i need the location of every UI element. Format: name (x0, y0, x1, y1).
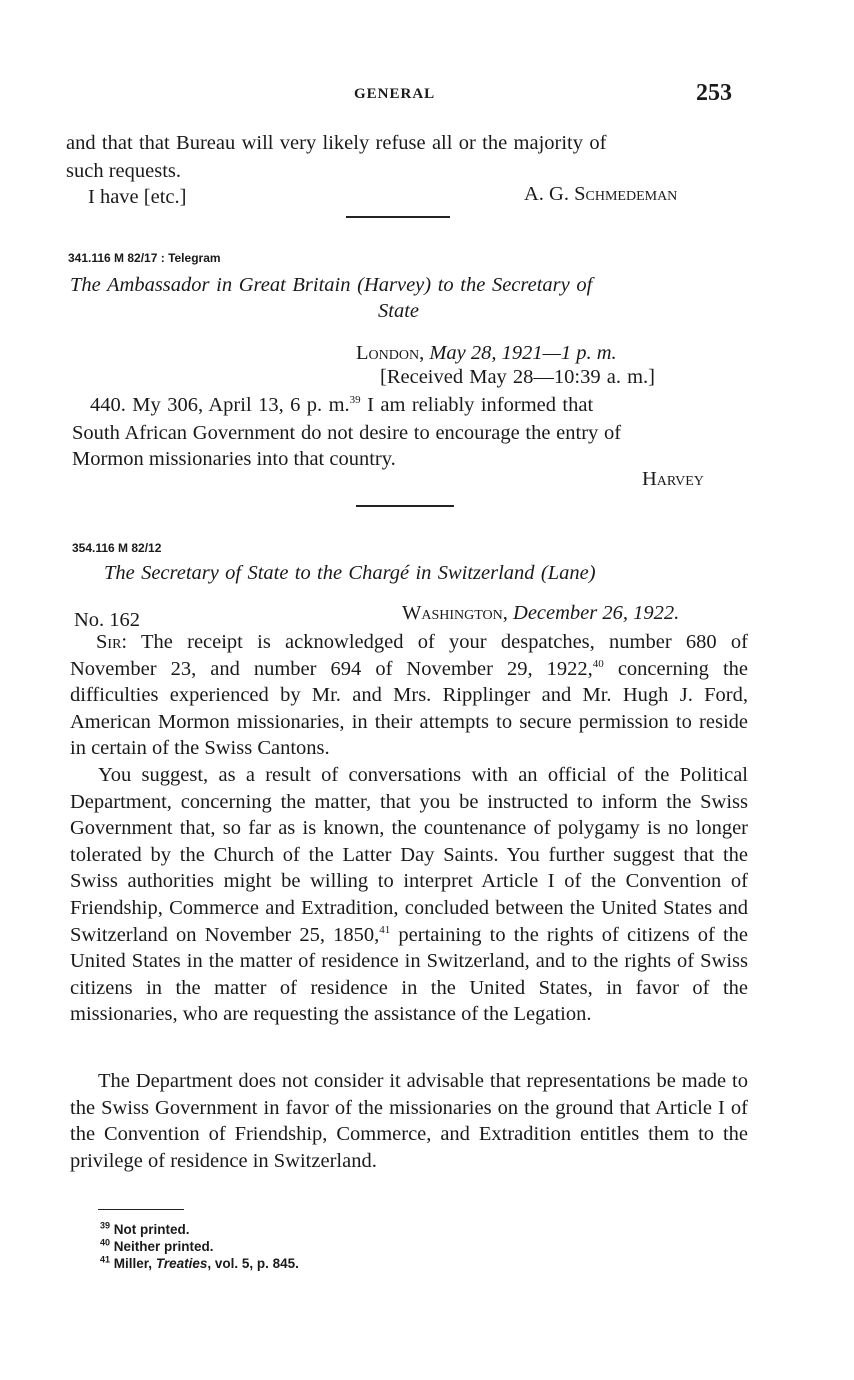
signature-harvey: Harvey (642, 468, 704, 490)
footnote-text-39: Not printed. (113, 1222, 190, 1237)
footnote-text-41-b: , vol. 5, p. 845. (207, 1256, 299, 1271)
footnote-40 (100, 1239, 214, 1256)
telegram-line-1 (90, 392, 593, 419)
footnote-mark-41: 41 (100, 1254, 111, 1265)
footnote-ref-41: 41 (379, 923, 391, 936)
paragraph-2-part-a: You suggest, as a result of conversations with an official of the Political Department, concerning the matter, that you be instructed to inform the Swiss Government that, so far as is known, the countenance of polygamy is no longer tolerated by the Church of the Latter Day Saints. You further suggest that the Swiss authorities might be willing to interpret Article I of the Convention of Friendship, Commerce and Extradition, concluded between the United States and Switzerland on November 25, 1850, (70, 764, 748, 946)
footnote-39 (100, 1222, 190, 1239)
file-number-switzerland: 354.116 M 82/12 (72, 541, 162, 555)
footnote-41 (100, 1256, 299, 1273)
date-washington: December 26, 1922. (513, 602, 680, 624)
footnote-mark-39: 39 (100, 1220, 111, 1231)
footnote-mark-40: 40 (100, 1237, 111, 1248)
telegram-line-1-start: 440. My 306, April 13, 6 p. m. (90, 394, 350, 416)
place-washington: Washington, (402, 602, 508, 624)
document-number: No. 162 (74, 609, 141, 631)
date-london: May 28, 1921—1 p. m. (429, 342, 617, 364)
footnote-ref-40: 40 (592, 657, 604, 670)
paragraph-1-part-a: The receipt is acknowledged of your despatches, number 680 of November 23, and number 694 of November 29, 1922, (70, 631, 748, 680)
received-note: [Received May 28—10:39 a. m.] (380, 366, 655, 388)
paragraph-2-part-b: pertaining to the rights of citizens of the United States in the matter of residence in Switzerland, and to the rights of Swiss citizens in the matter of residence in the United States, in favor of the missionaries, who are requesting the assistance of the Legation. (70, 923, 748, 1026)
telegram-line-1-end: I am reliably informed that (360, 394, 594, 416)
footnote-text-41-a: Miller, (113, 1256, 156, 1271)
document-title-harvey-line-1: The Ambassador in Great Britain (Harvey) to the Secretary of (70, 274, 593, 296)
closing-formula: I have [etc.] (88, 186, 187, 208)
document-title-lane: The Secretary of State to the Chargé in Switzerland (Lane) (104, 562, 596, 584)
footnote-ref-39: 39 (349, 394, 361, 407)
telegram-line-2: South African Government do not desire to encourage the entry of (72, 422, 622, 444)
dateline-london (356, 340, 617, 367)
place-london: London, (356, 342, 425, 364)
footnote-text-41-italic: Treaties (155, 1256, 208, 1271)
salutation: Sir: (96, 631, 128, 653)
running-title: GENERAL (354, 86, 436, 102)
divider-2 (356, 505, 454, 507)
continuation-line-1: and that that Bureau will very likely refuse all or the majority of (66, 132, 607, 154)
page-number: 253 (696, 80, 732, 106)
paragraph-1-part-b: concerning the difficulties experienced by Mr. and Mrs. Ripplinger and Mr. Hugh J. Ford, American Mormon missionaries, in their attempts to secure permission to reside in certain of the Swiss Cantons. (70, 657, 748, 760)
letter-paragraph-1 (70, 629, 748, 762)
document-title-harvey-line-2: State (378, 300, 419, 322)
letter-paragraph-3: The Department does not consider it advisable that representations be made to the Swiss Government in favor of the missionaries on the ground that Article I of the Convention of Friendship, Commerce, and Extradition entitles them to the privilege of residence in Switzerland. (70, 1070, 748, 1172)
dateline-washington (402, 600, 679, 627)
continuation-line-2: such requests. (66, 160, 182, 182)
divider-1 (346, 216, 450, 218)
file-number-telegram: 341.116 M 82/17 : Telegram (68, 251, 221, 265)
letter-paragraph-2 (70, 762, 748, 1028)
telegram-line-3: Mormon missionaries into that country. (72, 448, 396, 470)
signature-schmedeman: A. G. Schmedeman (524, 183, 678, 205)
footnote-rule (98, 1209, 184, 1210)
footnote-text-40: Neither printed. (113, 1239, 214, 1254)
